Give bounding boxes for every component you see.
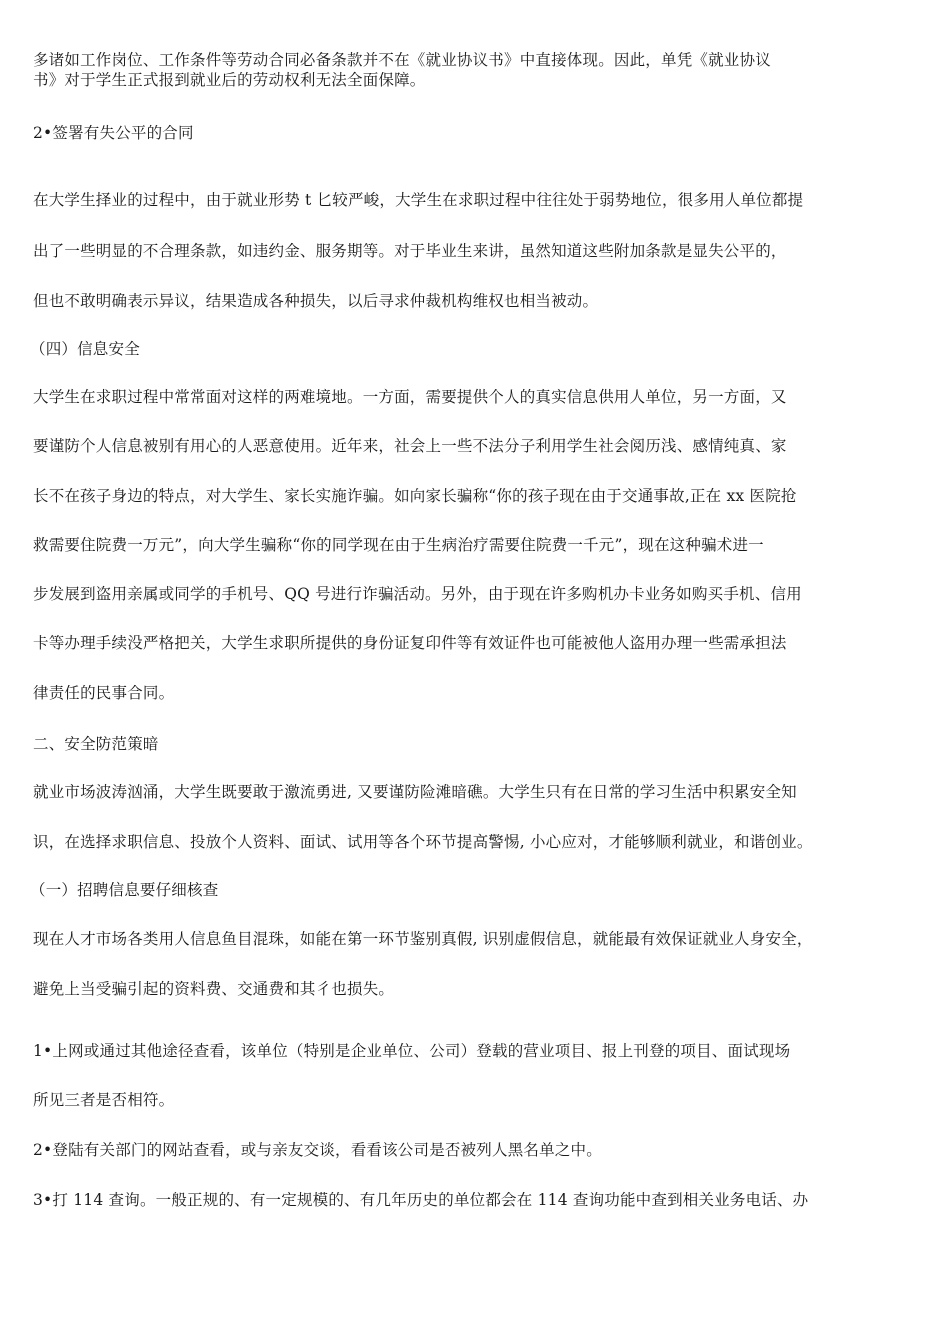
paragraph-line: 步发展到盗用亲属或同学的手机号、QQ 号进行诈骗活动。另外，由于现在许多购机办卡业务如购买手机、信用 [33,585,802,603]
paragraph-line: 在大学生择业的过程中，由于就业形势 t 匕较严峻，大学生在求职过程中往往处于弱势地位，很多用人单位都提 [33,191,804,209]
paragraph-line: 但也不敢明确表示异议，结果造成各种损失，以后寻求仲裁机构维权也相当被动。 [33,292,599,310]
paragraph-line: 避免上当受骗引起的资料费、交通费和其彳也损失。 [33,980,395,998]
subheading: 2•签署有失公平的合同 [33,124,194,142]
list-item-continued: 所见三者是否相符。 [33,1091,175,1109]
list-item: 2•登陆有关部门的网站查看，或与亲友交谈，看看该公司是否被列人黑名单之中。 [33,1141,602,1159]
section-heading: （四）信息安全 [30,340,140,358]
paragraph-line: 律责任的民事合同。 [33,684,175,702]
paragraph-line: 要谨防个人信息被别有用心的人恶意使用。近年来，社会上一些不法分子利用学生社会阅历浅、感情纯真、家 [33,437,787,455]
paragraph-line: 就业市场波涛汹涌，大学生既要敢于激流勇进, 又要谨防险滩暗礁。大学生只有在日常的学习生活中积累安全知 [33,783,797,801]
paragraph-line: 大学生在求职过程中常常面对这样的两难境地。一方面，需要提供个人的真实信息供用人单位，另一方面，又 [33,388,787,406]
list-item: 1•上网或通过其他途径查看，该单位（特别是企业单位、公司）登载的营业项目、报上刊登的项目、面试现场 [33,1042,791,1060]
section-heading: （一）招聘信息要仔细核查 [30,881,219,899]
paragraph-line: 卡等办理手续没严格把关，大学生求职所提供的身份证复印件等有效证件也可能被他人盗用办理一些需承担法 [33,634,787,652]
paragraph-line: 出了一些明显的不合理条款，如违约金、服务期等。对于毕业生来讲，虽然知道这些附加条款是显失公平的， [33,242,787,260]
list-item: 3•打 114 查询。一般正规的、有一定规模的、有几年历史的单位都会在 114 查询功能中查到相关业务电话、办 [33,1191,809,1209]
paragraph-line: 长不在孩子身边的特点，对大学生、家长实施诈骗。如向家长骗称“你的孩子现在由于交通事故,正在 xx 医院抢 [33,487,797,505]
section-heading: 二、安全防范策暗 [33,735,159,753]
paragraph-line: 多诸如工作岗位、工作条件等劳动合同必备条款并不在《就业协议书》中直接体现。因此，单凭《就业协议 [33,51,771,69]
paragraph-line: 现在人才市场各类用人信息鱼目混珠，如能在第一环节鉴别真假, 识别虚假信息，就能最有效保证就业人身安全， [33,930,813,948]
paragraph-line: 救需要住院费一万元”，向大学生骗称“你的同学现在由于生病治疗需要住院费一千元”，现在这种骗术进一 [33,536,764,554]
paragraph-line: 识，在选择求职信息、投放个人资料、面试、试用等各个环节提高警惕, 小心应对，才能够顺利就业，和谐创业。 [33,833,813,851]
paragraph-line: 书》对于学生正式报到就业后的劳动权利无法全面保障。 [33,71,426,89]
